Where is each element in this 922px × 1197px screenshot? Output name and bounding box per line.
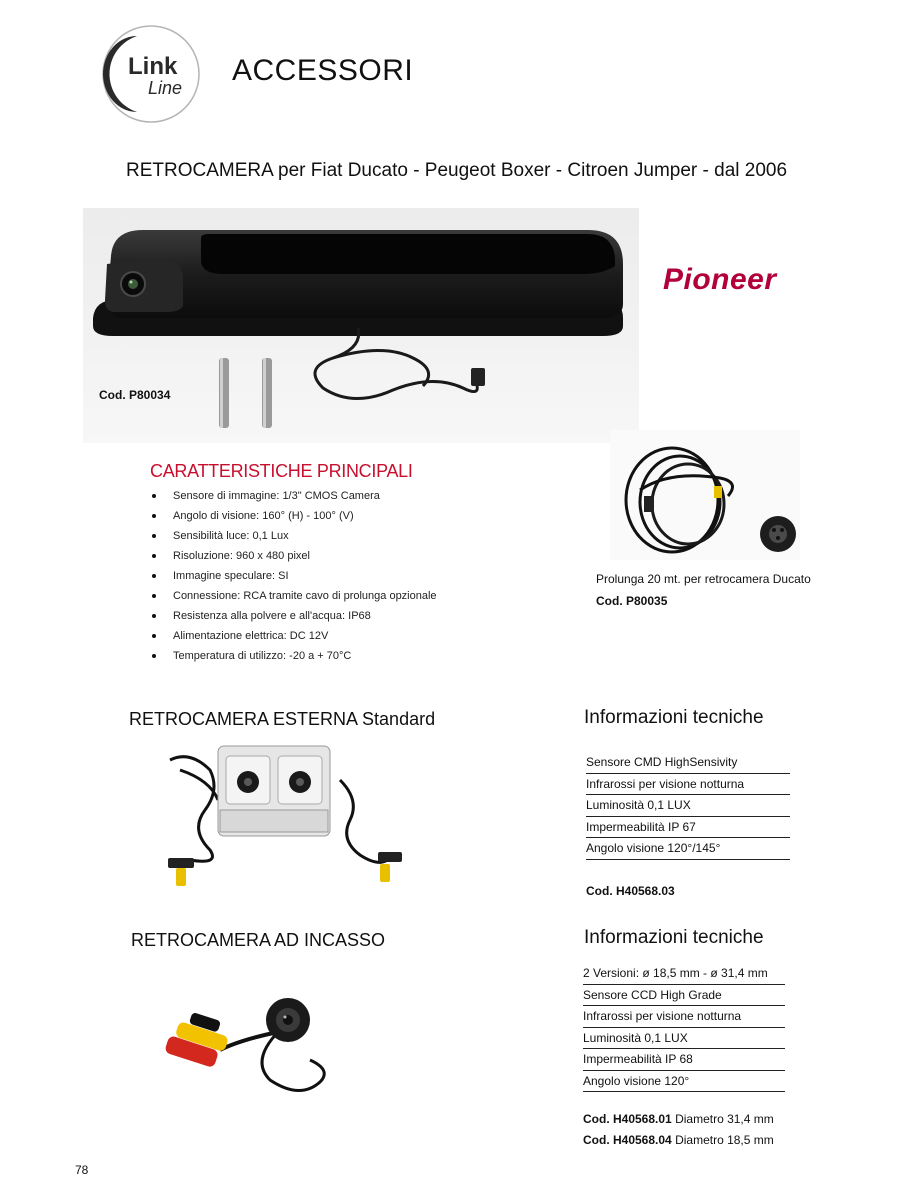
feature-item: Risoluzione: 960 x 480 pixel [150,546,570,566]
logo-word-link: Link [128,53,178,80]
handle-camera-image [83,208,639,443]
spec-row: Sensore CMD HighSensivity [586,752,790,774]
spec-row: Impermeabilità IP 68 [583,1049,785,1071]
spec-row: Impermeabilità IP 67 [586,817,790,839]
product3-info-title: Informazioni tecniche [584,927,764,948]
link-line-logo [101,24,201,124]
product2-spec-table [586,752,790,860]
page-number: 78 [75,1163,89,1177]
spec-row: Sensore CCD High Grade [583,985,785,1007]
feature-item: Connessione: RCA tramite cavo di prolunga opzionale [150,586,570,606]
extension-cable-image [610,430,800,560]
product1-title: RETROCAMERA per Fiat Ducato - Peugeot Boxer - Citroen Jumper - dal 2006 [126,160,788,181]
pioneer-logo [663,262,819,301]
spec-row: Angolo visione 120°/145° [586,838,790,860]
extension-caption: Prolunga 20 mt. per retrocamera Ducato [596,572,811,586]
feature-item: Immagine speculare: SI [150,566,570,586]
spec-row: Infrarossi per visione notturna [583,1006,785,1028]
pioneer-brand-text: Pioneer [663,263,777,296]
features-title: CARATTERISTICHE PRINCIPALI [150,461,413,481]
spec-row: Luminosità 0,1 LUX [583,1028,785,1050]
product3-code-line-2 [583,1133,774,1147]
feature-item: Angolo di visione: 160° (H) - 100° (V) [150,506,570,526]
logo-word-line: Line [148,78,183,98]
external-camera-image [150,740,420,900]
product1-code: Cod. P80034 [99,388,171,402]
spec-row: Angolo visione 120° [583,1071,785,1093]
spec-row: Luminosità 0,1 LUX [586,795,790,817]
spec-row: 2 Versioni: ø 18,5 mm - ø 31,4 mm [583,963,785,985]
product3-code-line-1 [583,1112,774,1126]
feature-item: Sensore di immagine: 1/3" CMOS Camera [150,486,570,506]
product2-code: Cod. H40568.03 [586,884,675,898]
spec-row: Infrarossi per visione notturna [586,774,790,796]
product2-info-title: Informazioni tecniche [584,707,764,728]
product3-title: RETROCAMERA AD INCASSO [131,930,386,950]
product2-title: RETROCAMERA ESTERNA Standard [129,709,436,729]
features-list [150,486,570,666]
feature-item: Alimentazione elettrica: DC 12V [150,626,570,646]
product3-spec-table [583,963,785,1092]
extension-code: Cod. P80035 [596,594,668,608]
feature-item: Resistenza alla polvere e all'acqua: IP68 [150,606,570,626]
product3-code-desc: Diametro 31,4 mm [675,1112,774,1126]
flush-camera-image [160,990,335,1105]
product3-code: Cod. H40568.01 [583,1112,672,1126]
product3-code: Cod. H40568.04 [583,1133,672,1147]
feature-item: Sensibilità luce: 0,1 Lux [150,526,570,546]
page-title: ACCESSORI [232,54,414,87]
product3-code-desc: Diametro 18,5 mm [675,1133,774,1147]
feature-item: Temperatura di utilizzo: -20 a + 70°C [150,646,570,666]
